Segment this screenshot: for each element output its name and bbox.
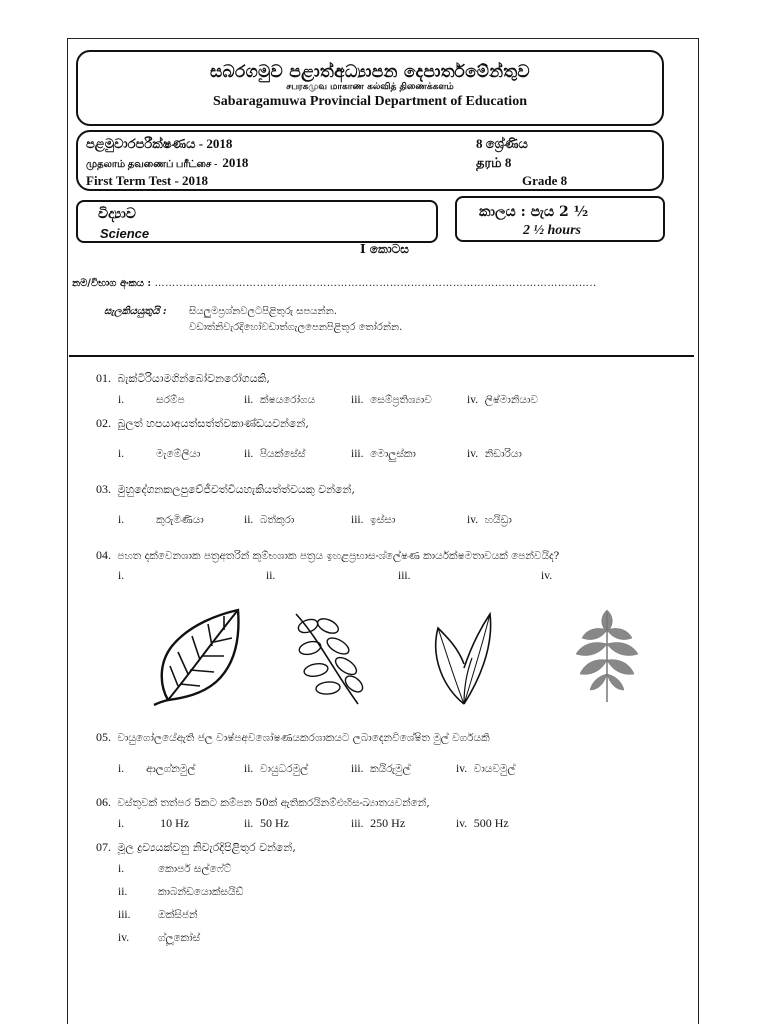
pitcher-leaf-icon (424, 608, 504, 708)
exam-name-sinhala: පළමුවාරපරීක්ෂණය - 2018 (86, 136, 233, 151)
question-07: 07. මූල ද්‍රව්‍යයක්වනු නිවැරදිපිළිතුර වන්නේ, (96, 840, 296, 854)
q05-option-2[interactable]: ii. වායුධරමුල් (244, 763, 309, 775)
question-text: මුහුදේගනකලපුවේජීවත්වියහැකියත්ත්වයකු වන්නේ, (117, 483, 355, 496)
subject-box (76, 200, 438, 243)
question-04: 04. පහත දක්වෙනශාක පත්‍රඅතරින් කුම්භශාක පත්‍රය ඉහළප්‍රභාසංශ්ලේෂණ කාර්යක්ෂමතාවයක් පෙන්වයිද? (96, 548, 560, 562)
q04-option-1[interactable]: i. (118, 570, 125, 582)
subject-english: Science (100, 226, 150, 241)
time-english: 2 ½ hours (523, 223, 581, 238)
question-03: 03. මුහුදේගනකලපුවේජීවත්වියහැකියත්ත්වයකු වන්නේ, (96, 482, 355, 496)
exam-name-tamil: முதலாம் தவணைப் பரீட்சை - 2018 (86, 155, 249, 170)
compound-leaf-icon (288, 608, 368, 708)
q03-option-1[interactable]: i. කුරුමිණියා (118, 514, 204, 526)
q01-option-1[interactable]: i. සරම්ප (118, 394, 185, 406)
question-05: 05. වායුගෝලයේඇති ජල වාෂ්පඅවශෝෂණයකරශාකයට ලබාදෙනවිශේෂිත මුල් වර්ගයකි (96, 730, 490, 744)
q01-option-3[interactable]: iii. සෙම්ප්‍රතිශ්‍යාව (351, 394, 432, 406)
name-index-dots: ……..………………………………..…………………………………………………………………….. (154, 278, 597, 289)
department-name-english: Sabaragamuwa Provincial Department of Education (213, 94, 527, 109)
question-text: වායුගෝලයේඇති ජල වාෂ්පඅවශෝෂණයකරශාකයට ලබාදෙනවිශේෂිත මුල් වර්ගයකි (117, 732, 490, 744)
q03-option-2[interactable]: ii. බත්කුරා (244, 514, 295, 526)
question-text: පහත දක්වෙනශාක පත්‍රඅතරින් කුම්භශාක පත්‍රය ඉහළප්‍රභාසංශ්ලේෂණ කාර්යක්ෂමතාවයක් පෙන්වයිද? (117, 550, 560, 562)
q03-option-3[interactable]: iii. ඉස්සා (351, 514, 396, 526)
name-index-field[interactable] (72, 278, 597, 289)
q06-option-4[interactable]: iv. 500 Hz (456, 816, 509, 830)
time-sinhala: කාලය : පැය 2 ½ (479, 204, 589, 220)
divider (69, 355, 694, 357)
grade-sinhala: 8 ශ්‍රේණිය (476, 136, 528, 151)
question-text: මූල ද්‍රව්‍යයක්වනු නිවැරදිපිළිතුර වන්නේ, (117, 841, 296, 854)
exam-name-english: First Term Test - 2018 (86, 173, 209, 188)
q01-option-4[interactable]: iv. ලිෂ්මානියාව (467, 394, 538, 406)
fern-leaf-icon (572, 608, 642, 703)
part-label: I කොටස (360, 242, 409, 256)
q02-option-2[interactable]: ii. පියක්සේස් (244, 448, 306, 460)
q03-option-4[interactable]: iv. හයිඩ්‍රා (467, 514, 512, 526)
q04-option-4[interactable]: iv. (541, 570, 553, 582)
question-02: 02. බුලත් හපයාඅයත්සත්ත්වකාණ්ඩයවන්නේ, (96, 416, 309, 430)
grade-tamil: தரம் 8 (476, 155, 512, 170)
simple-leaf-icon (150, 606, 250, 706)
question-text: බුලත් හපයාඅයත්සත්ත්වකාණ්ඩයවන්නේ, (117, 417, 309, 430)
q06-option-1[interactable]: i. 10 Hz (118, 816, 190, 830)
department-header (76, 50, 664, 126)
q04-option-3[interactable]: iii. (398, 570, 411, 582)
question-01: 01. බැක්ටීරියාමගින්බෝවනරෝගයකි, (96, 371, 270, 385)
q01-option-2[interactable]: ii. ක්ෂයරෝගය (244, 394, 316, 406)
instruction-line-1: සියලුමප්‍රශ්නවලටපිළිතුරු සපයන්න. (189, 306, 337, 317)
q02-option-3[interactable]: iii. මොලුස්කා (351, 448, 416, 460)
subject-sinhala: විද්‍යාව (98, 206, 136, 222)
exam-info-box (76, 130, 664, 191)
q02-option-4[interactable]: iv. නිඩාරියා (467, 448, 522, 460)
q05-option-3[interactable]: iii. කයිරුමුල් (351, 763, 411, 775)
q05-option-4[interactable]: iv. වායවමුල් (456, 763, 516, 775)
name-index-label: නම/විභාග අංකය : (72, 278, 152, 289)
q05-option-1[interactable]: i. ආලග්නමුල් (118, 763, 196, 775)
question-text: බැක්ටීරියාමගින්බෝවනරෝගයකි, (117, 372, 270, 385)
department-name-sinhala: සබරගමුව පළාත්අධ්‍යාපන දෙපාර්තමේන්තුව (210, 62, 530, 82)
time-box (455, 196, 665, 242)
question-text: වස්තුවක් තත්පර 5කට කම්පන 50ක් ඇතිකරයිනම්එහිසංඛ්‍යාතයවන්නේ, (117, 797, 430, 809)
instruction-line-2: වඩාත්නිවැරදිහෝවඩාත්ගැලපෙනපිළිතුර තෝරන්න. (189, 322, 403, 333)
q06-option-2[interactable]: ii. 50 Hz (244, 816, 289, 830)
q07-option-3[interactable]: iii. ඔක්සිජන් (118, 909, 198, 921)
q07-option-1[interactable]: i. කොපර් සල්ෆේට් (118, 863, 232, 875)
q02-option-1[interactable]: i. මැමේලියා (118, 448, 201, 460)
q06-option-3[interactable]: iii. 250 Hz (351, 816, 406, 830)
question-06: 06. වස්තුවක් තත්පර 5කට කම්පන 50ක් ඇතිකරයිනම්එහිසංඛ්‍යාතයවන්නේ, (96, 795, 430, 809)
instructions-label: සැලකියයුතුයි : (104, 306, 167, 317)
q04-option-2[interactable]: ii. (266, 570, 276, 582)
department-name-tamil: சபரகமுவ மாகாண கல்வித் திணைக்களம் (286, 82, 454, 92)
q07-option-2[interactable]: ii. කාබන්ඩයොක්සයිඩ් (118, 886, 244, 898)
q07-option-4[interactable]: iv. ග්ලූකෝස් (118, 932, 201, 944)
grade-english: Grade 8 (522, 173, 568, 188)
